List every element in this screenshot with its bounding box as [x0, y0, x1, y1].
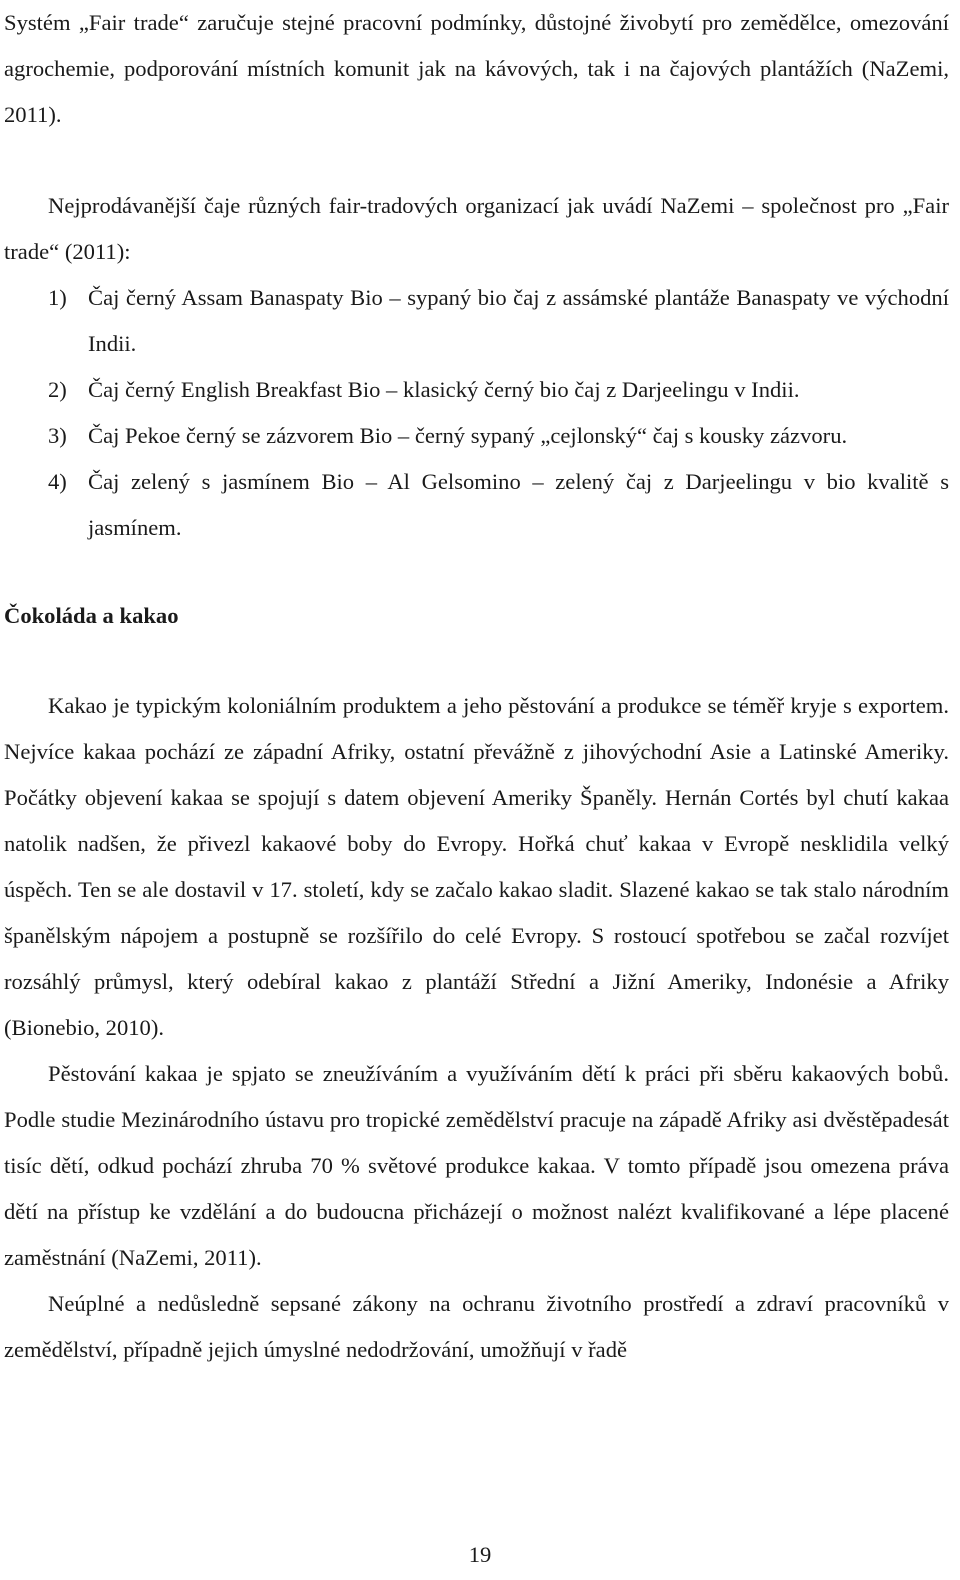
list-item-number: 3): [48, 423, 67, 448]
page-number: 19: [468, 1542, 492, 1567]
list-item-text: Čaj černý English Breakfast Bio – klasický černý bio čaj z Darjeelingu v Indii.: [88, 377, 800, 402]
document-page: [4, 0, 949, 1373]
list-item-text: Čaj zelený s jasmínem Bio – Al Gelsomino – zelený čaj z Darjeelingu v bio kvalitě s jasmínem.: [88, 469, 949, 540]
list-item-number: 4): [48, 469, 67, 494]
cocoa-paragraph-2: Pěstování kakaa je spjato se zneužíváním a využíváním dětí k práci při sběru kakaových bobů. Podle studie Mezinárodního ústavu pro tropické zemědělství pracuje na západě Afriky asi dvěstěpadesát tisíc dětí, odkud pochází zhruba 70 % světové produkce kakaa. V tomto případě jsou omezena práva dětí na přístup ke vzdělání a do budoucna přicházejí o možnost nalézt kvalifikované a lépe placené zaměstnání (NaZemi, 2011).: [4, 1061, 949, 1270]
list-item-number: 2): [48, 377, 67, 402]
list-item: [4, 367, 949, 413]
cocoa-paragraph-1: Kakao je typickým koloniálním produktem a jeho pěstování a produkce se téměř kryje s exportem. Nejvíce kakaa pochází ze západní Afriky, ostatní převážně z jihovýchodní Asie a Latinské Ameriky. Počátky objevení kakaa se spojují s datem objevení Ameriky Španěly. Hernán Cortés byl chutí kakaa natolik nadšen, že přivezl kakaové boby do Evropy. Hořká chuť kakaa v Evropě nesklidila velký úspěch. Ten se ale dostavil v 17. století, kdy se začalo kakao sladit. Slazené kakao se tak stalo národním španělským nápojem a postupně se rozšířilo do celé Evropy. S rostoucí spotřebou se začal rozvíjet rozsáhlý průmysl, který odebíral kakao z plantáží Střední a Jižní Ameriky, Indonésie a Afriky (Bionebio, 2010).: [4, 693, 949, 1040]
cocoa-paragraph-3: Neúplné a nedůsledně sepsané zákony na ochranu životního prostředí a zdraví pracovníků v zemědělství, případně jejich úmyslné nedodržování, umožňují v řadě: [4, 1291, 949, 1362]
tea-list: [4, 275, 949, 551]
tea-intro-paragraph: Nejprodávanější čaje různých fair-tradových organizací jak uvádí NaZemi – společnost pro „Fair trade“ (2011):: [4, 193, 949, 264]
list-item-text: Čaj Pekoe černý se zázvorem Bio – černý sypaný „cejlonský“ čaj s kousky zázvoru.: [88, 423, 848, 448]
list-item: [4, 413, 949, 459]
list-item: [4, 459, 949, 551]
list-item: [4, 275, 949, 367]
intro-paragraph: Systém „Fair trade“ zaručuje stejné pracovní podmínky, důstojné živobytí pro zemědělce, omezování agrochemie, podporování místních komunit jak na kávových, tak i na čajových plantážích (NaZemi, 2011).: [4, 10, 949, 127]
list-item-text: Čaj černý Assam Banaspaty Bio – sypaný bio čaj z assámské plantáže Banaspaty ve východní Indii.: [88, 285, 949, 356]
section-heading: Čokoláda a kakao: [4, 603, 179, 628]
list-item-number: 1): [48, 285, 67, 310]
